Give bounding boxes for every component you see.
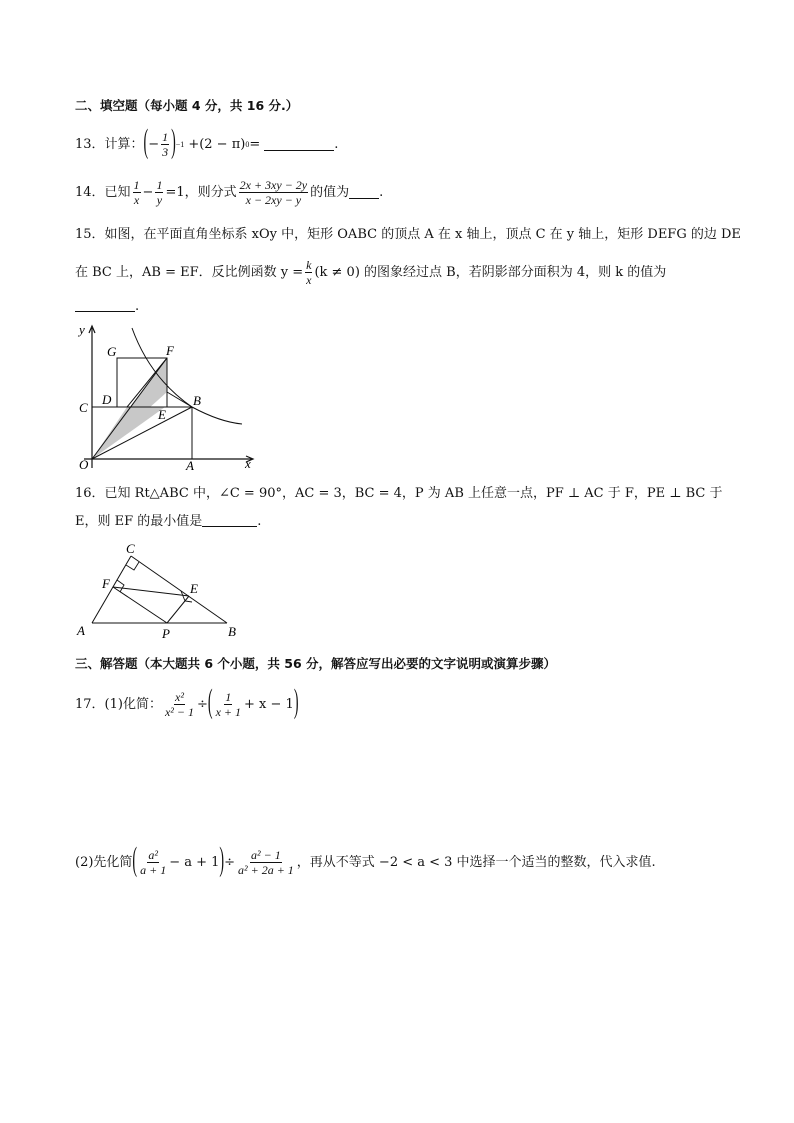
q14-minus: − — [142, 184, 154, 200]
q13-number: 13．计算： — [75, 136, 144, 152]
q17-p1-frac-den: x² − 1 — [164, 705, 194, 719]
section-3-title: 三、解答题（本大题共 6 个小题，共 56 分，解答应写出必要的文字说明或演算步骤） — [75, 656, 557, 671]
q16-label-F: F — [102, 576, 110, 591]
q13-end: . — [334, 136, 339, 152]
q13-neg: − — [148, 136, 160, 152]
q15-answer-blank[interactable] — [75, 299, 135, 312]
q17-part2-label: (2)先化简 — [75, 854, 133, 870]
q15-line-3 — [75, 298, 139, 316]
q15-line-1: 15．如图，在平面直角坐标系 xOy 中，矩形 OABC 的顶点 A 在 x 轴上，顶点 C 在 y 轴上，矩形 DEFG 的边 DE — [75, 227, 741, 242]
q15-line-2 — [75, 258, 666, 287]
q14-frac3-den: x − 2xy − y — [245, 193, 302, 207]
q17-p2-tail: ，再从不等式 −2 < a < 3 中选择一个适当的整数，代入求值. — [296, 854, 656, 870]
q13-open-paren: ( — [143, 125, 149, 162]
q16-label-E: E — [190, 581, 198, 596]
q14-tail: 的值为 — [310, 184, 350, 200]
q16-line-1: 16．已知 Rt△ABC 中，∠C = 90°，AC = 3，BC = 4，P 为 AB 上任意一点，PF ⊥ AC 于 F，PE ⊥ BC 于 — [75, 486, 723, 501]
q17-p1-inner-frac — [215, 690, 242, 719]
question-13 — [75, 125, 339, 162]
q14-frac1-den: x — [133, 193, 140, 207]
q13-close-paren: ) — [171, 125, 176, 162]
q17-part-1 — [75, 685, 299, 722]
q15-label-G: G — [107, 344, 117, 359]
q17-p2-inner-tail: − a + 1 — [169, 854, 220, 870]
section-2-title: 二、填空题（每小题 4 分，共 16 分.） — [75, 98, 299, 113]
q16-answer-blank[interactable] — [202, 514, 257, 527]
q14-frac2-den: y — [156, 193, 163, 207]
q15-label-y: y — [79, 322, 85, 337]
q15-end: . — [135, 299, 140, 314]
q15-frac-num: k — [306, 258, 312, 272]
q13-frac-num: 1 — [162, 130, 169, 144]
q16-label-P: P — [162, 626, 170, 640]
q17-p1-div: ÷ — [197, 696, 208, 712]
q14-number: 14．已知 — [75, 184, 131, 200]
q16-side-CB — [131, 556, 227, 623]
q13-answer-blank[interactable] — [264, 138, 334, 151]
q17-p1-inner-tail: + x − 1 — [244, 696, 294, 712]
q13-exp2: 0 — [245, 139, 250, 149]
q13-fraction — [161, 130, 169, 159]
q16-line2: E，则 EF 的最小值是 — [75, 514, 203, 529]
q17-p1-inner-den: x + 1 — [215, 705, 242, 719]
q15-label-O: O — [79, 457, 89, 472]
q15-frac-den: x — [306, 273, 312, 287]
q17-p1-close-paren: ) — [293, 685, 299, 722]
q14-end: . — [379, 184, 384, 200]
q15-label-E: E — [158, 407, 166, 422]
q13-eq: = — [249, 136, 261, 152]
q15-label-A: A — [186, 458, 194, 473]
q15-line2b: (k ≠ 0) 的图象经过点 B，若阴影部分面积为 4，则 k 的值为 — [314, 264, 667, 280]
q17-p2-close-paren: ) — [219, 843, 225, 880]
q17-p1-open-paren: ( — [207, 685, 213, 722]
q16-label-B: B — [228, 624, 236, 639]
q15-label-C: C — [79, 400, 88, 415]
q16-right-angle-C — [126, 562, 139, 570]
q15-line2a: 在 BC 上，AB = EF．反比例函数 y = — [75, 264, 304, 280]
q13-frac-den: 3 — [162, 145, 169, 159]
q16-figure — [72, 540, 252, 640]
q14-frac-1 — [133, 178, 141, 207]
q17-p2-frac-den: a + 1 — [140, 863, 167, 877]
q14-frac1-num: 1 — [133, 178, 140, 192]
q17-p1-frac-num: x² — [175, 690, 184, 704]
q17-p1-inner-num: 1 — [225, 690, 232, 704]
question-14 — [75, 178, 383, 207]
q15-label-F: F — [166, 343, 174, 358]
q17-part1-label: 17．(1)化简： — [75, 696, 162, 712]
q17-p2-frac2-num: a² − 1 — [251, 848, 281, 862]
q17-p1-frac — [164, 690, 195, 719]
q16-end: . — [257, 514, 262, 529]
q17-p2-open-paren: ( — [132, 843, 138, 880]
q15-label-D: D — [102, 392, 112, 407]
q13-mid: +(2 − π) — [188, 136, 246, 152]
q15-label-x: x — [245, 456, 251, 471]
q17-p2-frac-2 — [237, 848, 295, 877]
q16-label-C: C — [126, 541, 135, 556]
q16-line-PE — [167, 596, 189, 623]
q14-answer-blank[interactable] — [349, 186, 379, 199]
q16-line-2 — [75, 513, 261, 531]
q14-frac-2 — [155, 178, 163, 207]
q14-eq: =1，则分式 — [165, 184, 237, 200]
q14-frac3-num: 2x + 3xy − 2y — [239, 178, 308, 192]
q15-label-B: B — [193, 393, 201, 408]
q17-p2-div: ÷ — [224, 854, 235, 870]
q17-part-2 — [75, 843, 656, 880]
q15-figure — [70, 318, 270, 478]
q13-exp1: −1 — [175, 139, 185, 149]
q15-fraction — [305, 258, 312, 287]
q14-frac-3 — [239, 178, 309, 207]
q17-p2-frac-num: a² — [148, 848, 158, 862]
q17-p2-frac2-den: a² + 2a + 1 — [238, 863, 294, 877]
q16-label-A: A — [77, 623, 85, 638]
q14-frac2-num: 1 — [156, 178, 163, 192]
q16-side-AC — [92, 556, 131, 623]
q17-p2-frac — [139, 848, 167, 877]
